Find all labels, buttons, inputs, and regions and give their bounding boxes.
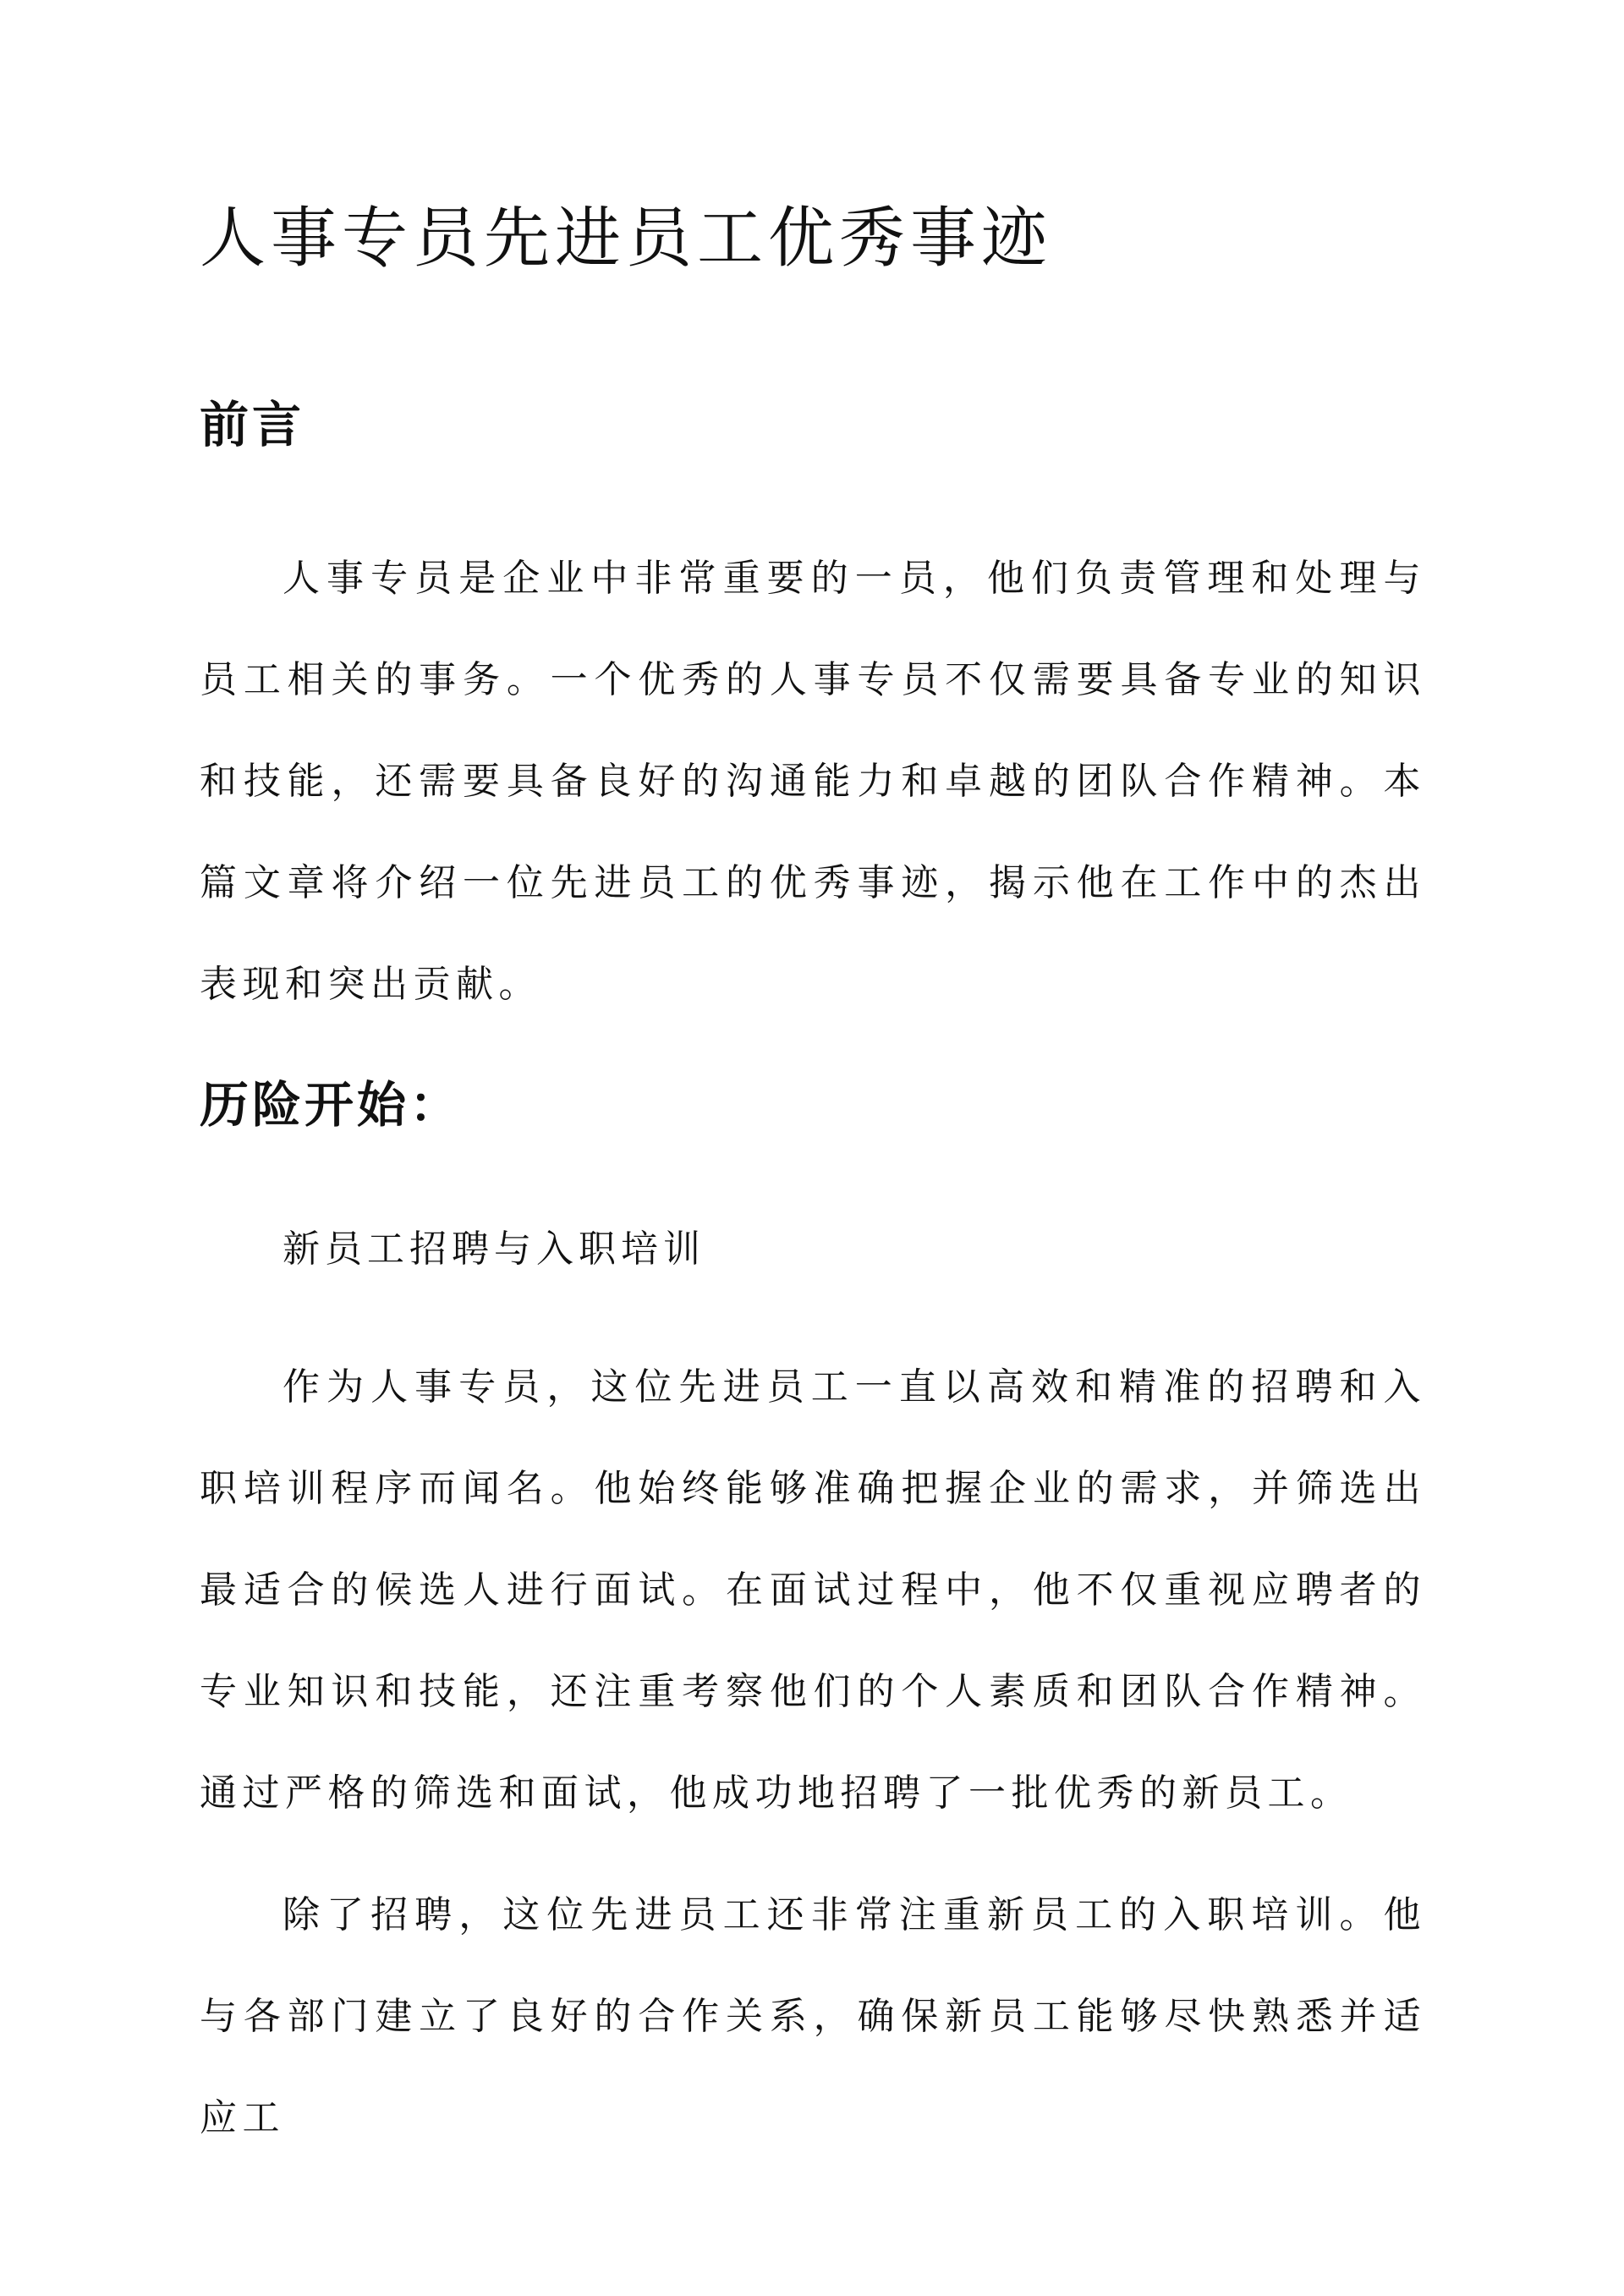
recruitment-paragraph: 作为人事专员，这位先进员工一直以高效和精准的招聘和入职培训程序而闻名。他始终能够准确把握企业的需求，并筛选出最适合的候选人进行面试。在面试过程中，他不仅重视应聘者的专业知识和技能，还注重考察他们的个人素质和团队合作精神。通过严格的筛选和面试，他成功地招聘了一批优秀的新员工。 xyxy=(200,1365,1426,1815)
subsection-heading-recruitment: 新员工招聘与入职培训 xyxy=(283,1228,705,1271)
document-title: 人事专员先进员工优秀事迹 xyxy=(200,200,1053,277)
section-heading-adventure: 历险开始： xyxy=(200,1076,463,1134)
onboarding-paragraph: 除了招聘，这位先进员工还非常注重新员工的入职培训。他与各部门建立了良好的合作关系，确保新员工能够尽快熟悉并适应工 xyxy=(200,1893,1426,2139)
preface-paragraph: 人事专员是企业中非常重要的一员，他们负责管理和处理与员工相关的事务。一个优秀的人事专员不仅需要具备专业的知识和技能，还需要具备良好的沟通能力和卓越的团队合作精神。本篇文章将介绍一位先进员工的优秀事迹，揭示他在工作中的杰出表现和突出贡献。 xyxy=(200,557,1426,1006)
section-heading-preface: 前言 xyxy=(200,396,305,453)
